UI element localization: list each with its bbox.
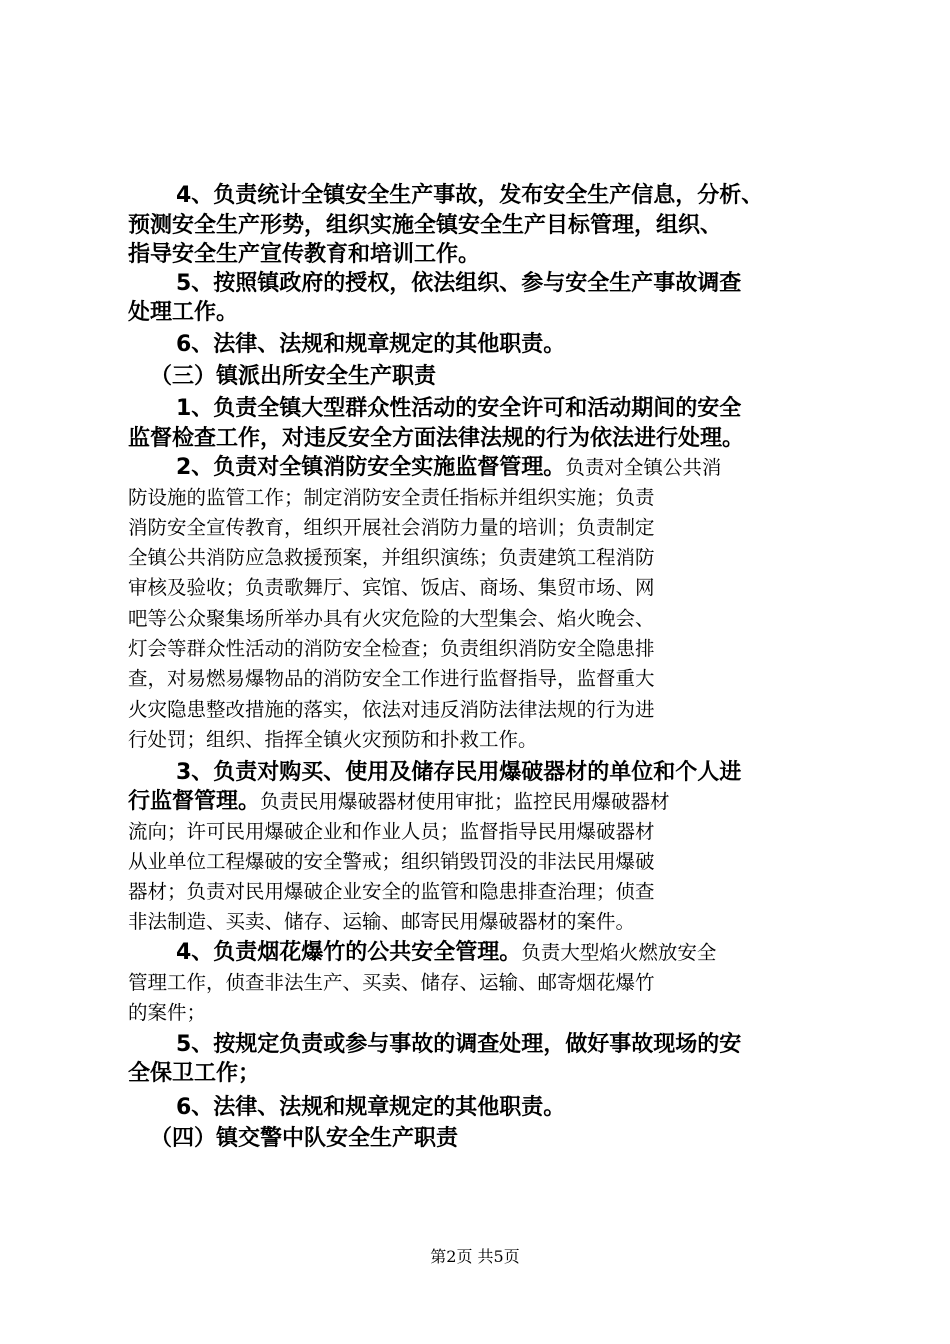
text-line: 6、法律、法规和规章规定的其他职责。 — [176, 1095, 566, 1120]
text-line — [176, 453, 876, 483]
section-heading: （三）镇派出所安全生产职责 — [150, 364, 437, 389]
text-line: 监督检查工作，对违反安全方面法律法规的行为依法进行处理。 — [128, 426, 745, 451]
text-bold-part: 4、负责烟花爆竹的公共安全管理。 — [176, 940, 522, 965]
text-line: 5、按照镇政府的授权，依法组织、参与安全生产事故调查 — [176, 271, 742, 296]
text-line: 非法制造、买卖、储存、运输、邮寄民用爆破器材的案件。 — [128, 910, 636, 933]
text-normal-part: 负责民用爆破器材使用审批；监控民用爆破器材 — [260, 790, 670, 813]
text-line: 1、负责全镇大型群众性活动的安全许可和活动期间的安全 — [176, 396, 742, 421]
text-bold-part: 2、负责对全镇消防安全实施监督管理。 — [176, 455, 566, 480]
text-line: 查，对易燃易爆物品的消防安全工作进行监督指导，监督重大 — [128, 667, 655, 690]
text-line: 吧等公众聚集场所举办具有火灾危险的大型集会、焰火晚会、 — [128, 607, 655, 630]
text-line: 指导安全生产宣传教育和培训工作。 — [128, 242, 481, 267]
text-line: 审核及验收；负责歌舞厅、宾馆、饭店、商场、集贸市场、网 — [128, 576, 655, 599]
text-line: 3、负责对购买、使用及储存民用爆破器材的单位和个人进 — [176, 760, 742, 785]
text-line: 的案件； — [128, 1001, 207, 1024]
text-normal-part: 负责对全镇公共消 — [565, 456, 722, 479]
text-line: 管理工作，侦查非法生产、买卖、储存、运输、邮寄烟花爆竹 — [128, 971, 655, 994]
text-line: 预测安全生产形势，组织实施全镇安全生产目标管理，组织、 — [128, 213, 723, 238]
text-line — [128, 787, 828, 817]
text-line: 全镇公共消防应急救援预案，并组织演练；负责建筑工程消防 — [128, 546, 655, 569]
text-line: 器材；负责对民用爆破企业安全的监管和隐患排查治理；侦查 — [128, 880, 655, 903]
text-normal-part: 负责大型焰火燃放安全 — [521, 941, 717, 964]
text-line: 6、法律、法规和规章规定的其他职责。 — [176, 332, 566, 357]
text-line: 行处罚；组织、指挥全镇火灾预防和扑救工作。 — [128, 728, 538, 751]
text-bold-part: 行监督管理。 — [128, 789, 261, 814]
text-line: 灯会等群众性活动的消防安全检查；负责组织消防安全隐患排 — [128, 637, 655, 660]
text-line: 火灾隐患整改措施的落实，依法对违反消防法律法规的行为进 — [128, 698, 655, 721]
page-footer: 第2页 共5页 — [430, 1247, 520, 1266]
text-line: 全保卫工作； — [128, 1061, 261, 1086]
text-line: 防设施的监管工作；制定消防安全责任指标并组织实施；负责 — [128, 486, 655, 509]
text-line: 4、负责统计全镇安全生产事故，发布安全生产信息，分析、 — [176, 183, 764, 208]
section-heading: （四）镇交警中队安全生产职责 — [150, 1126, 459, 1151]
text-line: 处理工作。 — [128, 300, 239, 325]
text-line: 从业单位工程爆破的安全警戒；组织销毁罚没的非法民用爆破 — [128, 850, 655, 873]
text-line: 消防安全宣传教育，组织开展社会消防力量的培训；负责制定 — [128, 516, 655, 539]
text-line — [176, 938, 876, 968]
text-line: 流向；许可民用爆破企业和作业人员；监督指导民用爆破器材 — [128, 820, 655, 843]
text-line: 5、按规定负责或参与事故的调查处理，做好事故现场的安 — [176, 1032, 742, 1057]
